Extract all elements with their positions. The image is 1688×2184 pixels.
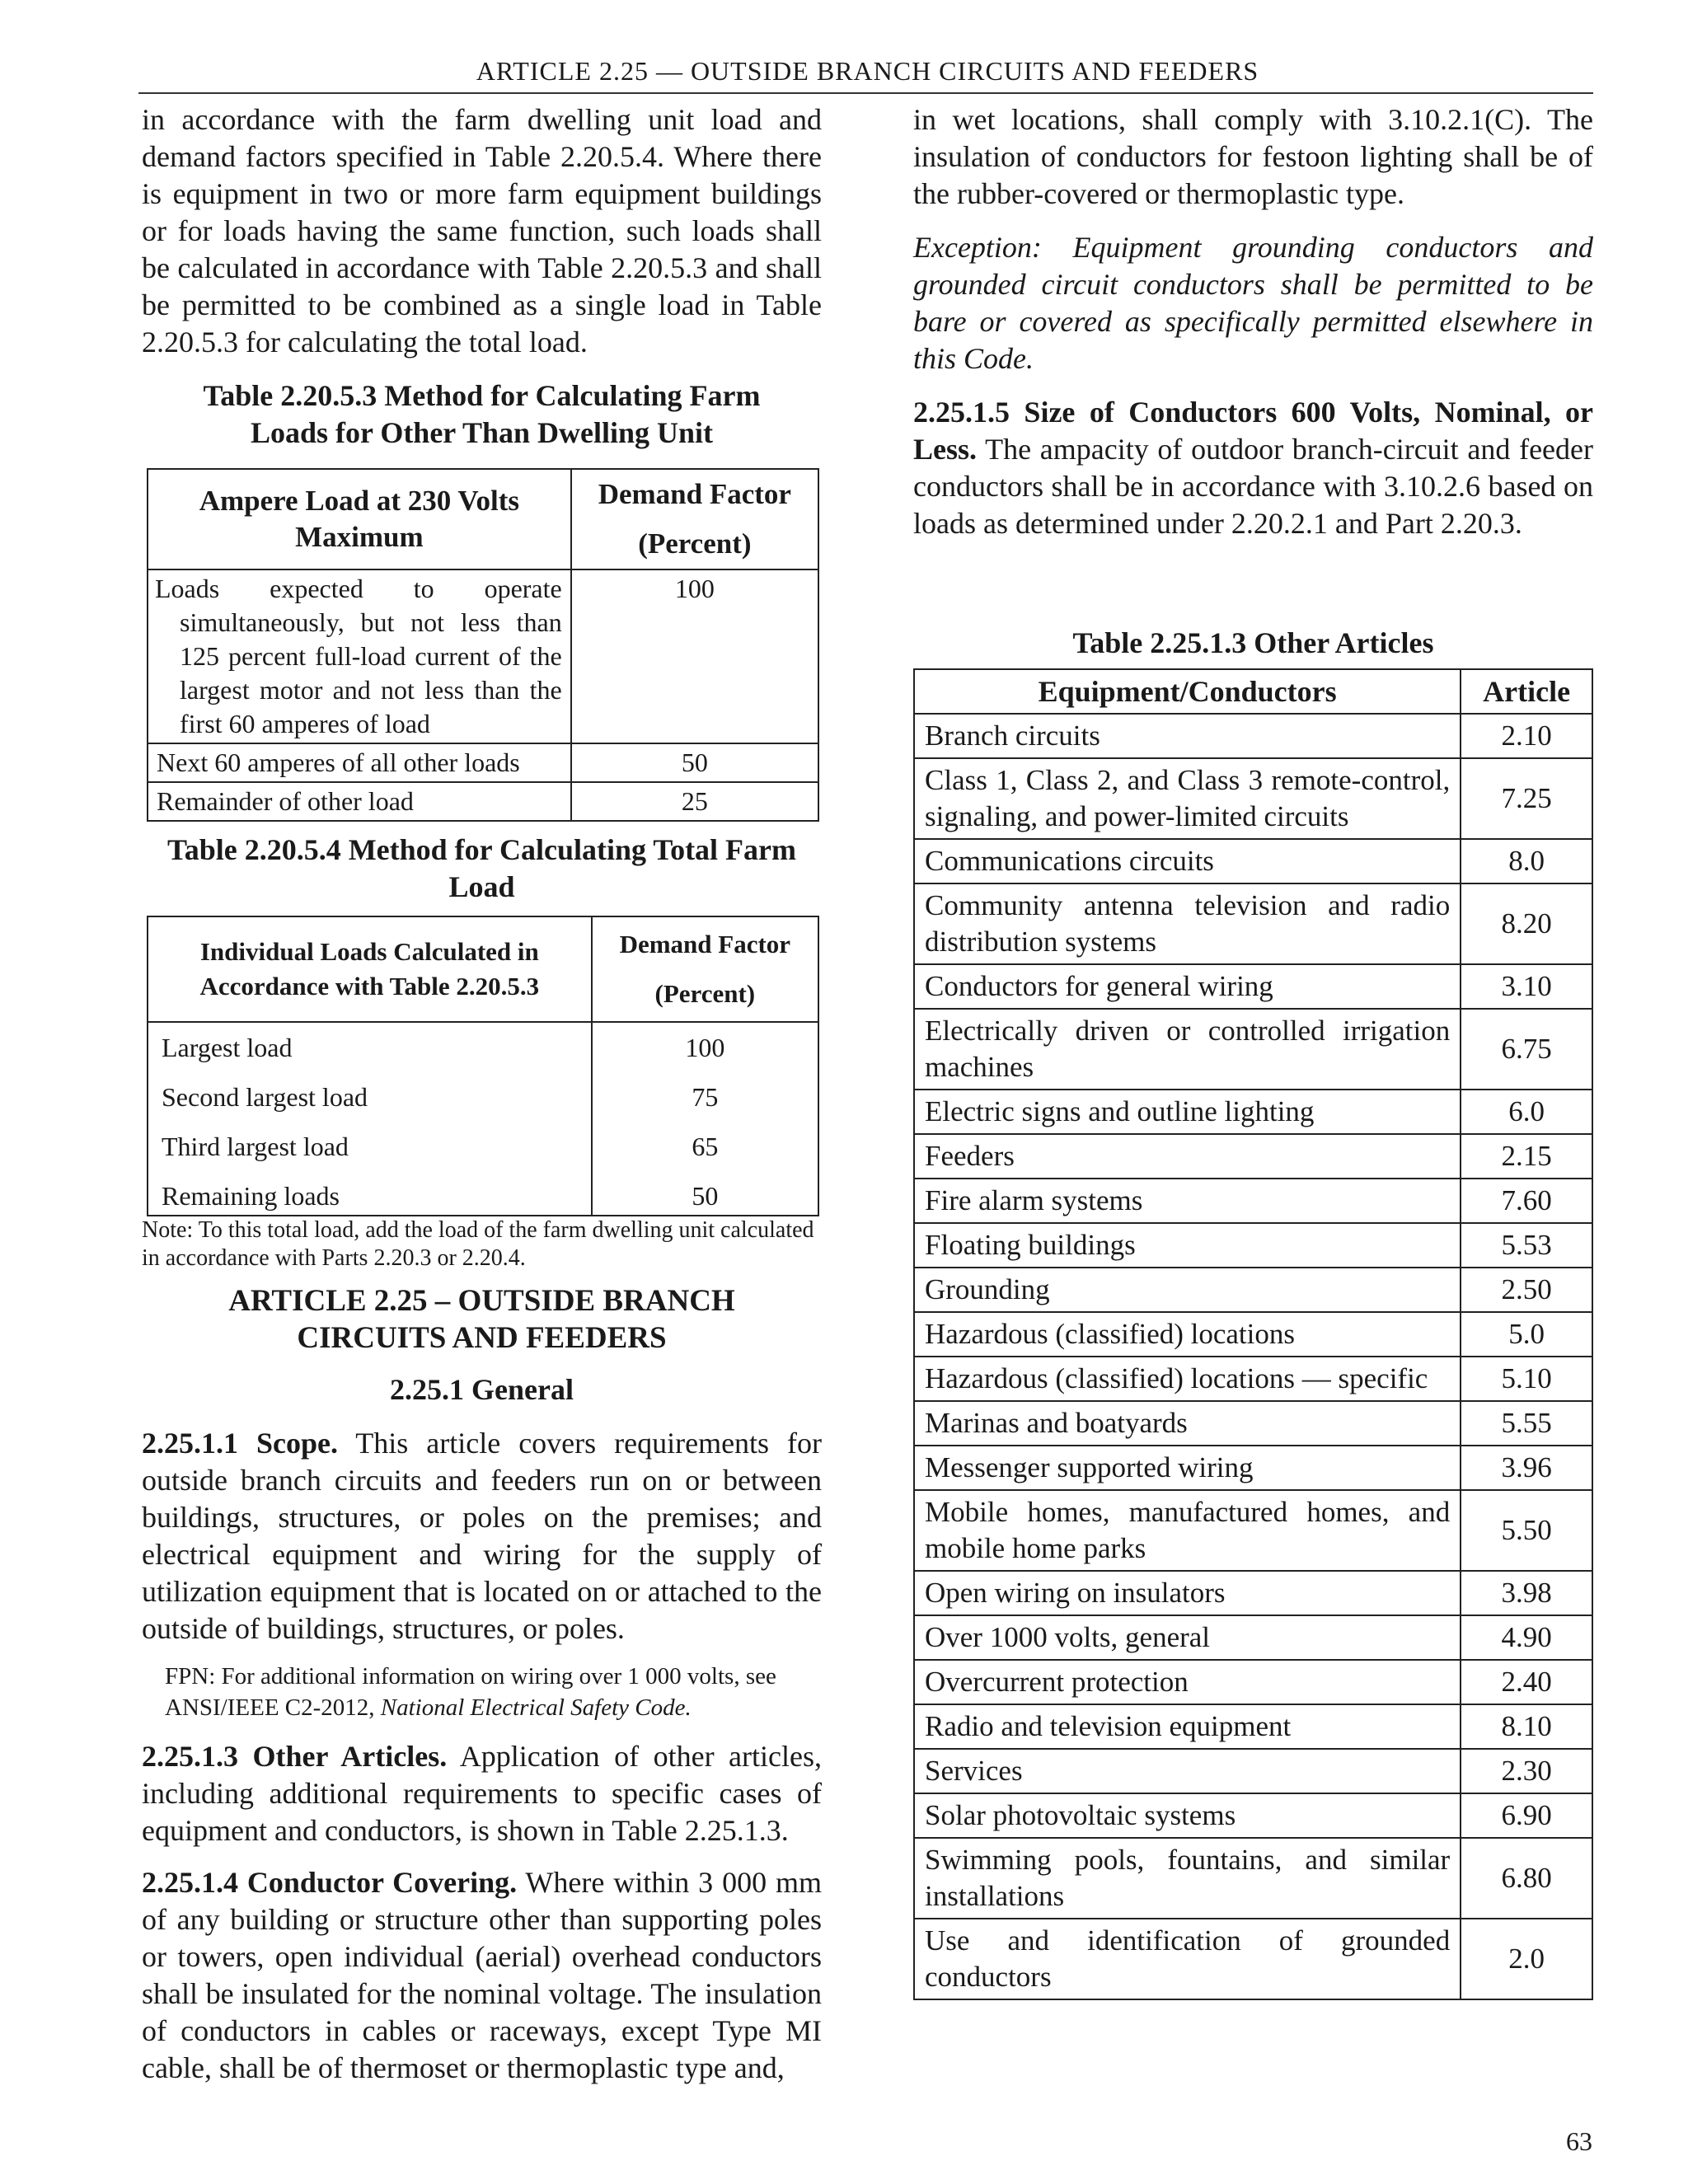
table-row [914, 1490, 1592, 1571]
section-general-title: 2.25.1 General [390, 1373, 574, 1406]
other-articles-text: Application of other articles, including additional requirements to specific cases of equipment and conductors, is shown in Table 2.25.1.3. [142, 1740, 822, 1847]
article-cell: 2.10 [1461, 714, 1592, 758]
equipment-cell: Electrically driven or controlled irrigation machines [914, 1009, 1461, 1090]
table-row [914, 1090, 1592, 1134]
scope-text: This article covers requirements for outside branch circuits and feeders run on or between buildings, structures, or poles on the premises; and electrical equipment and wiring for the supply of utilization equipment that is located on or attached to the outside of buildings, structures, or poles. [142, 1427, 823, 1645]
equipment-cell: Overcurrent protection [914, 1660, 1461, 1704]
row-value: 25 [571, 782, 818, 821]
table-row [914, 839, 1592, 883]
page-number: 63 [1566, 2126, 1592, 2156]
scope-paragraph [142, 1425, 822, 1647]
col-header-article: Article [1461, 669, 1592, 714]
table-row [914, 1134, 1592, 1179]
table-row [914, 1793, 1592, 1838]
table-row [914, 758, 1592, 839]
article-title: ARTICLE 2.25 – OUTSIDE BRANCH CIRCUITS AND FEEDERS [228, 1284, 735, 1355]
demand-factor-label: Demand Factor [598, 478, 791, 510]
table-row [914, 1223, 1592, 1268]
article-cell: 2.0 [1461, 1919, 1592, 1999]
article-cell: 7.25 [1461, 758, 1592, 839]
equipment-cell: Hazardous (classified) locations [914, 1312, 1461, 1357]
other-articles-heading: 2.25.1.3 Other Articles. [142, 1740, 448, 1773]
table-row [148, 782, 818, 821]
article-cell: 8.10 [1461, 1704, 1592, 1749]
equipment-cell: Electric signs and outline lighting [914, 1090, 1461, 1134]
article-cell: 5.50 [1461, 1490, 1592, 1571]
equipment-cell: Conductors for general wiring [914, 964, 1461, 1009]
table-row [148, 1122, 818, 1171]
equipment-cell: Use and identification of grounded conductors [914, 1919, 1461, 1999]
table-row [914, 1357, 1592, 1401]
table-row [914, 1919, 1592, 1999]
article-cell: 8.20 [1461, 883, 1592, 964]
row-value: 50 [571, 743, 818, 782]
conductor-covering-paragraph [142, 1864, 822, 2087]
article-cell: 6.75 [1461, 1009, 1592, 1090]
fpn-italic: National Electrical Safety Code. [380, 1694, 692, 1721]
demand-factor-label: Demand Factor [619, 930, 791, 958]
equipment-cell: Services [914, 1749, 1461, 1793]
equipment-cell: Mobile homes, manufactured homes, and mobile home parks [914, 1490, 1461, 1571]
table-2-20-5-4-title: Table 2.20.5.4 Method for Calculating Total Farm Load [166, 833, 797, 903]
conductor-covering-text: Where within 3 000 mm of any building or structure other than supporting poles or towers, open individual (aerial) overhead conductors shall be insulated for the nominal voltage. The insulation of conductors in cables or raceways, except Type MI cable, shall be of thermoset or thermoplastic type and, [142, 1866, 823, 2084]
table-row [914, 1660, 1592, 1704]
row-label: Remainder of other load [148, 782, 571, 821]
equipment-cell: Swimming pools, fountains, and similar installations [914, 1838, 1461, 1919]
row-label: Second largest load [148, 1072, 592, 1122]
table-header-row [148, 469, 818, 569]
table-row [914, 1179, 1592, 1223]
equipment-cell: Feeders [914, 1134, 1461, 1179]
table-row [914, 1749, 1592, 1793]
table-row [148, 1072, 818, 1122]
article-cell: 5.55 [1461, 1401, 1592, 1446]
article-cell: 8.0 [1461, 839, 1592, 883]
article-cell: 2.30 [1461, 1749, 1592, 1793]
table-note: Note: To this total load, add the load of the farm dwelling unit calculated in accordance with Parts 2.20.3 or 2.20.4. [142, 1217, 814, 1271]
table-header-row [914, 669, 1592, 714]
article-cell: 5.53 [1461, 1223, 1592, 1268]
table-row [914, 1009, 1592, 1090]
table-row [148, 743, 818, 782]
article-cell: 2.40 [1461, 1660, 1592, 1704]
article-cell: 3.10 [1461, 964, 1592, 1009]
equipment-cell: Fire alarm systems [914, 1179, 1461, 1223]
equipment-cell: Grounding [914, 1268, 1461, 1312]
row-value: 100 [592, 1022, 818, 1072]
article-cell: 5.10 [1461, 1357, 1592, 1401]
article-cell: 4.90 [1461, 1615, 1592, 1660]
table-header-row [148, 916, 818, 1022]
table-2-25-1-3 [913, 668, 1593, 2000]
table-2-20-5-4 [147, 916, 819, 1216]
row-label: Remaining loads [148, 1171, 592, 1216]
table-row [148, 1022, 818, 1072]
row-value: 65 [592, 1122, 818, 1171]
table-row [914, 1615, 1592, 1660]
col-header-demand-factor [571, 469, 818, 569]
percent-label: (Percent) [654, 979, 756, 1008]
equipment-cell: Messenger supported wiring [914, 1446, 1461, 1490]
col-header-demand-factor [592, 916, 818, 1022]
equipment-cell: Community antenna television and radio distribution systems [914, 883, 1461, 964]
fpn-text: FPN: For additional information on wiring over 1 000 volts, see ANSI/IEEE C2-2012, [165, 1663, 776, 1721]
table-row [914, 964, 1592, 1009]
article-cell: 6.0 [1461, 1090, 1592, 1134]
exception-paragraph: Exception: Equipment grounding conductors and grounded circuit conductors shall be permitted to be bare or covered as specifically permitted elsewhere in this Code. [913, 231, 1593, 375]
row-label: Next 60 amperes of all other loads [148, 743, 571, 782]
left-column [142, 99, 822, 2087]
header-rule [138, 92, 1593, 94]
equipment-cell: Marinas and boatyards [914, 1401, 1461, 1446]
row-label: Third largest load [148, 1122, 592, 1171]
col-header-equipment-conductors: Equipment/Conductors [914, 669, 1461, 714]
article-cell: 2.50 [1461, 1268, 1592, 1312]
article-cell: 3.96 [1461, 1446, 1592, 1490]
col-header-ampere-load: Ampere Load at 230 Volts Maximum [148, 469, 571, 569]
equipment-cell: Open wiring on insulators [914, 1571, 1461, 1615]
size-of-conductors-paragraph [913, 394, 1593, 542]
row-label: Largest load [148, 1022, 592, 1072]
table-row [914, 883, 1592, 964]
row-value: 75 [592, 1072, 818, 1122]
equipment-cell: Over 1000 volts, general [914, 1615, 1461, 1660]
row-label: Loads expected to operate simultaneously, but not less than 125 percent full-load current of the largest motor and not less than the first 60 amperes of load [148, 569, 571, 743]
size-of-conductors-text: The ampacity of outdoor branch-circuit and feeder conductors shall be in accordance with 3.10.2.6 based on loads as determined under 2.20.2.1 and Part 2.20.3. [913, 433, 1593, 540]
table-2-25-1-3-title: Table 2.25.1.3 Other Articles [1072, 626, 1434, 659]
article-cell: 7.60 [1461, 1179, 1592, 1223]
equipment-cell: Communications circuits [914, 839, 1461, 883]
equipment-cell: Radio and television equipment [914, 1704, 1461, 1749]
table-row [914, 1838, 1592, 1919]
table-2-20-5-3 [147, 468, 819, 822]
table-row [148, 569, 818, 743]
scope-heading: 2.25.1.1 Scope. [142, 1427, 338, 1460]
row-value: 50 [592, 1171, 818, 1216]
col-header-individual-loads: Individual Loads Calculated in Accordance with Table 2.20.5.3 [148, 916, 592, 1022]
equipment-cell: Class 1, Class 2, and Class 3 remote-control, signaling, and power-limited circuits [914, 758, 1461, 839]
row-value: 100 [571, 569, 818, 743]
intro-paragraph: in accordance with the farm dwelling unit load and demand factors specified in Table 2.20.5.4. Where there is equipment in two or more farm equipment buildings or for loads having the same function, such loads shall be calculated in accordance with Table 2.20.5.3 and shall be permitted to be combined as a single load in Table 2.20.5.3 for calculating the total load. [142, 103, 822, 359]
fpn-note [142, 1661, 822, 1723]
equipment-cell: Hazardous (classified) locations — specific [914, 1357, 1461, 1401]
size-of-conductors-heading: 2.25.1.5 Size of Conductors 600 Volts, Nominal, or Less. [913, 396, 1593, 466]
table-row [914, 1268, 1592, 1312]
equipment-cell: Floating buildings [914, 1223, 1461, 1268]
article-cell: 5.0 [1461, 1312, 1592, 1357]
article-cell: 3.98 [1461, 1571, 1592, 1615]
article-cell: 6.80 [1461, 1838, 1592, 1919]
table-2-20-5-3-title: Table 2.20.5.3 Method for Calculating Farm Loads for Other Than Dwelling Unit [203, 379, 761, 449]
page-header: ARTICLE 2.25 — OUTSIDE BRANCH CIRCUITS AND FEEDERS [476, 56, 1259, 86]
right-column [913, 99, 1593, 2000]
equipment-cell: Solar photovoltaic systems [914, 1793, 1461, 1838]
table-row [148, 1171, 818, 1216]
table-row [914, 1312, 1592, 1357]
equipment-cell: Branch circuits [914, 714, 1461, 758]
table-row [914, 1704, 1592, 1749]
continued-paragraph: in wet locations, shall comply with 3.10.2.1(C). The insulation of conductors for festoon lighting shall be of the rubber-covered or thermoplastic type. [913, 103, 1593, 210]
article-cell: 6.90 [1461, 1793, 1592, 1838]
article-cell: 2.15 [1461, 1134, 1592, 1179]
other-articles-paragraph [142, 1738, 822, 1849]
table-row [914, 1446, 1592, 1490]
conductor-covering-heading: 2.25.1.4 Conductor Covering. [142, 1866, 518, 1899]
table-row [914, 1401, 1592, 1446]
table-row [914, 714, 1592, 758]
percent-label: (Percent) [638, 527, 752, 560]
table-row [914, 1571, 1592, 1615]
